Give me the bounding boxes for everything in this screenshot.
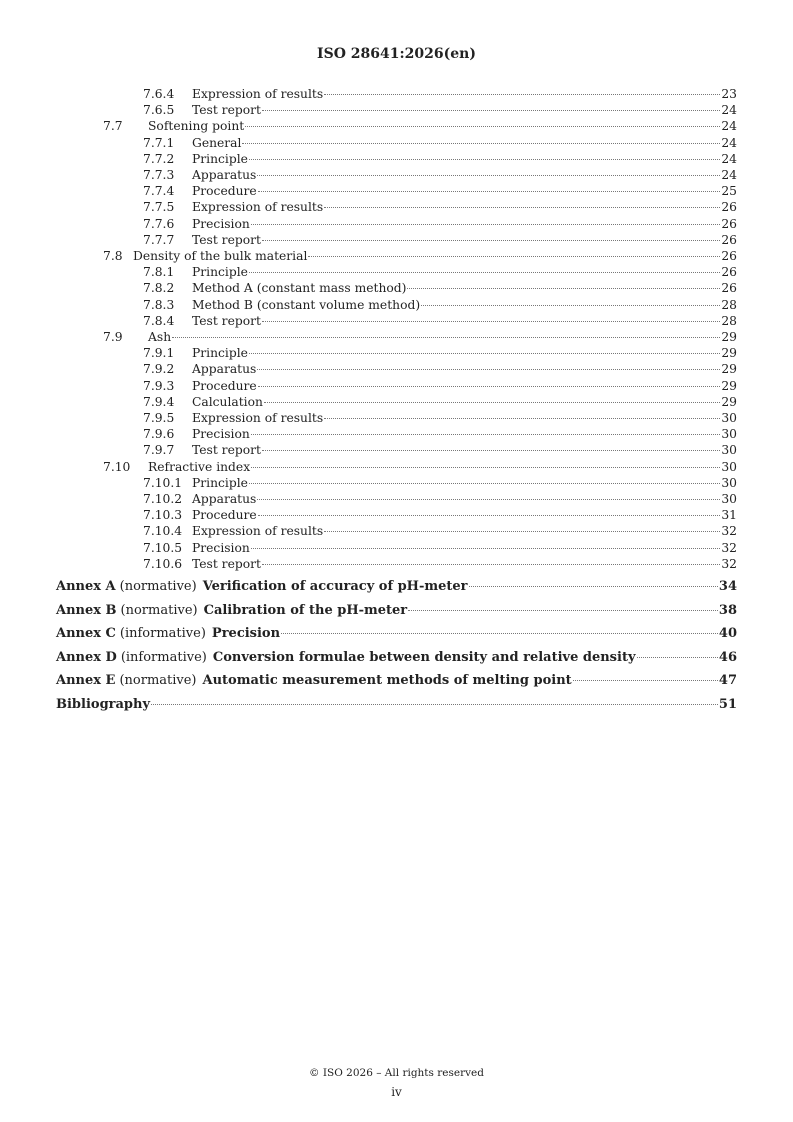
annex-page: 46	[718, 649, 737, 665]
toc-entry[interactable]	[0, 199, 793, 215]
dot-leader	[258, 515, 721, 516]
toc-entry-number: 7.7.3	[143, 168, 175, 182]
toc-entry-page: 26	[721, 281, 737, 296]
dot-leader	[573, 680, 718, 681]
toc-entry-title: Principle	[192, 265, 248, 280]
toc-entry-page: 26	[721, 200, 737, 215]
toc-entry-page: 29	[721, 346, 737, 361]
toc-entry-page: 29	[721, 378, 737, 393]
toc-entry-title: Expression of results	[192, 411, 324, 425]
toc-entry-number: 7.9.2	[143, 362, 175, 377]
page-number: iv	[391, 1085, 402, 1099]
annex-label: Annex D	[56, 649, 117, 665]
toc-entry[interactable]	[0, 394, 793, 410]
toc-annex-entry[interactable]	[0, 603, 793, 619]
annex-title: Automatic measurement methods of melting point	[202, 673, 572, 689]
dot-leader	[258, 386, 721, 387]
toc-entry-page: 24	[721, 151, 737, 166]
annex-page: 34	[718, 579, 737, 594]
toc-entry-title: Apparatus	[192, 492, 257, 506]
toc-entry[interactable]	[0, 183, 793, 199]
dot-leader	[249, 483, 720, 484]
dot-leader	[258, 191, 721, 192]
dot-leader	[249, 159, 720, 160]
toc-entry-page: 30	[721, 475, 737, 490]
toc-entry-number: 7.10.3	[143, 508, 183, 523]
annex-kind: (normative)	[119, 673, 197, 689]
dot-leader	[257, 175, 720, 176]
toc-entry[interactable]	[0, 264, 793, 280]
dot-leader	[262, 564, 720, 565]
toc-entry-title: General	[192, 135, 242, 150]
toc-entry[interactable]	[0, 540, 793, 556]
toc-entry[interactable]	[0, 280, 793, 296]
dot-leader	[251, 467, 720, 468]
toc-entry-title: Procedure	[192, 184, 257, 199]
toc-entry-number: 7.9.3	[143, 378, 175, 393]
toc-entry-page: 32	[721, 540, 737, 555]
annex-label: Annex A	[56, 579, 116, 594]
toc-entry-title: Principle	[192, 346, 248, 361]
copyright-notice: © ISO 2026 – All rights reserved	[309, 1067, 484, 1079]
toc-entry[interactable]	[0, 329, 793, 345]
toc-entry-title: Calculation	[192, 394, 263, 409]
toc-entry-number: 7.6.4	[143, 87, 175, 101]
toc-entry[interactable]	[0, 426, 793, 442]
toc-entry-number: 7.8.3	[143, 297, 175, 312]
toc-entry-title: Ash	[148, 330, 172, 344]
dot-leader	[262, 110, 720, 111]
dot-leader	[151, 704, 718, 705]
toc-entry-page: 29	[721, 394, 737, 409]
toc-entry-number: 7.6.5	[143, 103, 175, 118]
annex-page: 47	[718, 673, 737, 689]
toc-entry-title: Procedure	[192, 508, 257, 523]
toc-entry-number: 7.9.7	[143, 443, 175, 458]
toc-entry-page: 30	[721, 492, 737, 506]
toc-entry-title: Test report	[192, 443, 261, 458]
toc-entry-number: 7.7	[103, 119, 123, 134]
toc-entry-page: 24	[721, 103, 737, 118]
toc-entry[interactable]	[0, 118, 793, 134]
toc-entry-page: 24	[721, 168, 737, 182]
toc-entry-number: 7.7.4	[143, 184, 175, 199]
toc-entry[interactable]	[0, 313, 793, 329]
dot-leader	[264, 402, 720, 403]
annex-kind: (normative)	[119, 579, 197, 594]
toc-entry[interactable]	[0, 232, 793, 248]
dot-leader	[251, 548, 721, 549]
document-header: ISO 28641:2026(en)	[317, 46, 476, 62]
toc-entry-number: 7.7.2	[143, 151, 175, 166]
toc-entry[interactable]	[0, 216, 793, 232]
toc-entry-title: Procedure	[192, 378, 257, 393]
toc-entry-title: Refractive index	[148, 459, 251, 474]
toc-entry-page: 24	[721, 135, 737, 150]
toc-entry-number: 7.8.1	[143, 265, 175, 280]
toc-entry[interactable]	[0, 361, 793, 377]
toc-entry[interactable]	[0, 475, 793, 491]
toc-entry[interactable]	[0, 297, 793, 313]
annex-title: Conversion formulae between density and relative density	[212, 649, 636, 665]
annex-page: 40	[718, 626, 737, 642]
toc-entry[interactable]	[0, 556, 793, 572]
bibliography-page: 51	[718, 697, 737, 712]
dot-leader	[407, 288, 720, 289]
toc-entry-page: 26	[721, 249, 737, 263]
bibliography-title: Bibliography	[56, 697, 151, 712]
toc-entry-title: Apparatus	[192, 362, 257, 377]
toc-entry-number: 7.10	[103, 459, 131, 474]
toc-entry[interactable]	[0, 378, 793, 394]
toc-annex-entry[interactable]	[0, 673, 793, 689]
toc-entry-title: Precision	[192, 216, 250, 231]
toc-annex-entry[interactable]	[0, 579, 793, 595]
toc-entry-page: 23	[721, 87, 737, 101]
toc-bibliography-entry[interactable]	[0, 697, 793, 713]
toc-entry-number: 7.8.2	[143, 281, 175, 296]
toc-entry-number: 7.7.6	[143, 216, 175, 231]
annex-label: Annex C	[56, 626, 116, 642]
dot-leader	[245, 126, 720, 127]
dot-leader	[262, 321, 720, 322]
toc-entry-title: Apparatus	[192, 168, 257, 182]
toc-entry-number: 7.8	[103, 249, 123, 263]
toc-entry[interactable]	[0, 442, 793, 458]
toc-entry[interactable]	[0, 102, 793, 118]
dot-leader	[308, 256, 720, 257]
toc-entry-page: 30	[721, 427, 737, 442]
toc-entry-page: 26	[721, 265, 737, 280]
toc-entry[interactable]	[0, 410, 793, 426]
toc-entry-title: Precision	[192, 427, 250, 442]
toc-entry-number: 7.10.2	[143, 492, 183, 506]
toc-entry-title: Test report	[192, 232, 261, 247]
toc-entry-title: Principle	[192, 475, 248, 490]
toc-entry-page: 30	[721, 459, 737, 474]
toc-entry[interactable]	[0, 167, 793, 183]
toc-entry[interactable]	[0, 507, 793, 523]
toc-entry-number: 7.10.6	[143, 556, 183, 571]
annex-title: Verification of accuracy of pH-meter	[202, 579, 468, 594]
toc-entry[interactable]	[0, 135, 793, 151]
toc-entry-page: 31	[721, 508, 737, 523]
dot-leader	[408, 610, 718, 611]
toc-entry-page: 29	[721, 330, 737, 344]
toc-entry-title: Principle	[192, 151, 248, 166]
toc-entry-title: Expression of results	[192, 524, 324, 539]
toc-entry-title: Test report	[192, 313, 261, 328]
toc-entry-page: 32	[721, 556, 737, 571]
toc-entry-title: Method A (constant mass method)	[192, 281, 407, 296]
dot-leader	[257, 499, 720, 500]
toc-entry-number: 7.9.5	[143, 411, 175, 425]
toc-entry[interactable]	[0, 248, 793, 264]
annex-label: Annex B	[56, 602, 117, 618]
toc-entry-number: 7.10.5	[143, 540, 183, 555]
toc-entry-number: 7.9.4	[143, 394, 175, 409]
toc-entry-title: Test report	[192, 103, 261, 118]
toc-entry-number: 7.9.6	[143, 427, 175, 442]
dot-leader	[249, 353, 720, 354]
dot-leader	[251, 434, 721, 435]
dot-leader	[637, 657, 718, 658]
annex-page: 38	[718, 602, 737, 618]
dot-leader	[324, 94, 720, 95]
toc-entry-page: 26	[721, 216, 737, 231]
toc-entry[interactable]	[0, 491, 793, 507]
dot-leader	[249, 272, 720, 273]
toc-entry-number: 7.9	[103, 330, 123, 344]
toc-entry[interactable]	[0, 459, 793, 475]
toc-entry-page: 26	[721, 232, 737, 247]
dot-leader	[324, 531, 720, 532]
toc-entry-number: 7.10.1	[143, 475, 183, 490]
dot-leader	[324, 207, 720, 208]
toc-entry[interactable]	[0, 86, 793, 102]
toc-entry-number: 7.7.1	[143, 135, 175, 150]
dot-leader	[257, 369, 720, 370]
annex-kind: (normative)	[120, 602, 198, 618]
dot-leader	[262, 240, 720, 241]
toc-entry-page: 30	[721, 411, 737, 425]
toc-entry-page: 28	[721, 313, 737, 328]
toc-entry-page: 24	[721, 119, 737, 134]
toc-entry-page: 28	[721, 297, 737, 312]
toc-entry-title: Method B (constant volume method)	[192, 297, 421, 312]
toc-entry[interactable]	[0, 151, 793, 167]
toc-entry-page: 32	[721, 524, 737, 539]
toc-entry-title: Test report	[192, 556, 261, 571]
toc-entry-number: 7.7.7	[143, 232, 175, 247]
toc-annex-entry[interactable]	[0, 650, 793, 666]
toc-entry-page: 30	[721, 443, 737, 458]
toc-entry-number: 7.7.5	[143, 200, 175, 215]
toc-entry-title: Softening point	[148, 119, 245, 134]
toc-annex-entry[interactable]	[0, 626, 793, 642]
toc-entry-title: Density of the bulk material	[133, 249, 308, 263]
toc-entry[interactable]	[0, 523, 793, 539]
toc-entry-title: Expression of results	[192, 200, 324, 215]
toc-entry-page: 25	[721, 184, 737, 199]
dot-leader	[469, 586, 718, 587]
annex-kind: (informative)	[119, 626, 206, 642]
dot-leader	[262, 450, 720, 451]
annex-title: Precision	[211, 626, 281, 642]
toc-entry-number: 7.8.4	[143, 313, 175, 328]
toc-entry-title: Expression of results	[192, 87, 324, 101]
dot-leader	[324, 418, 720, 419]
toc-entry[interactable]	[0, 345, 793, 361]
annex-title: Calibration of the pH-meter	[203, 602, 408, 618]
toc-entry-number: 7.9.1	[143, 346, 175, 361]
dot-leader	[251, 224, 721, 225]
annex-label: Annex E	[56, 673, 116, 689]
toc-entry-page: 29	[721, 362, 737, 377]
annex-kind: (informative)	[120, 649, 207, 665]
dot-leader	[172, 337, 720, 338]
dot-leader	[242, 143, 720, 144]
toc-entry-title: Precision	[192, 540, 250, 555]
dot-leader	[281, 633, 718, 634]
dot-leader	[421, 305, 720, 306]
toc-entry-number: 7.10.4	[143, 524, 183, 539]
